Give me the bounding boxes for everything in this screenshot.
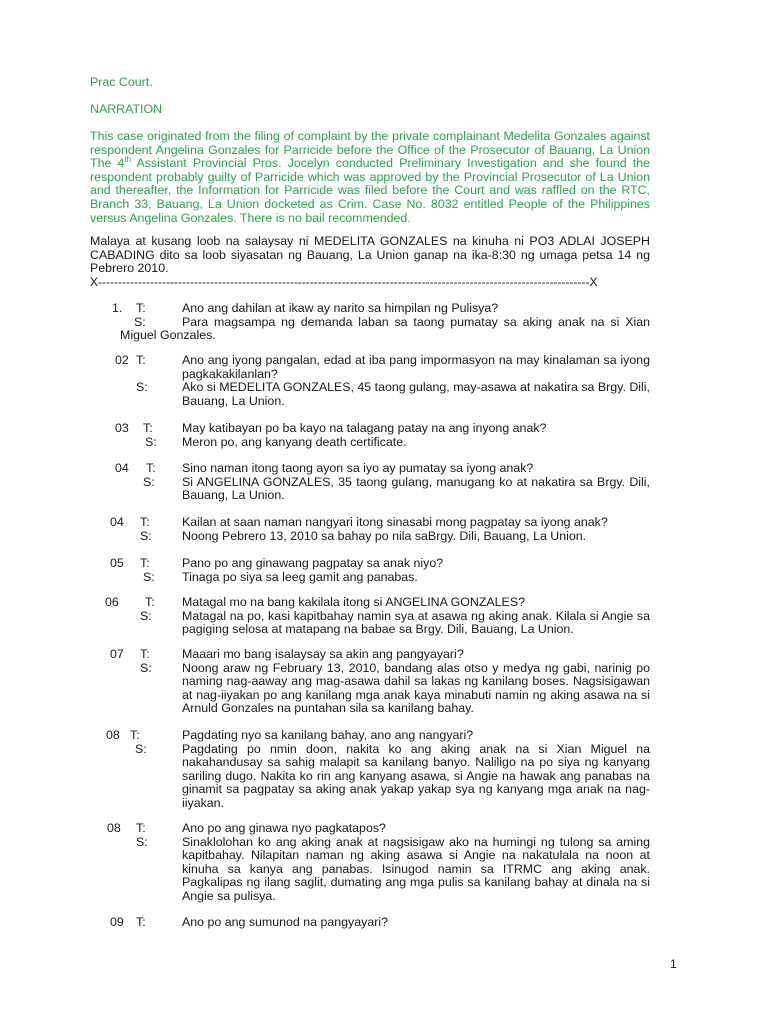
- question-tag: T:: [140, 515, 150, 529]
- answer-tag: S:: [143, 474, 155, 489]
- answer-text: Ako si MEDELITA GONZALES, 45 taong gulang, may-asawa at nakatira sa Brgy. Dili, Bauang, La Union.: [182, 380, 650, 408]
- answer-text: Tinaga po siya sa leeg gamit ang panabas.: [182, 569, 418, 584]
- intro-paragraph: Malaya at kusang loob na salaysay ni MEDELITA GONZALES na kinuha ni PO3 ADLAI JOSEPH CABADING dito sa loob siyasatan ng Bauang, La Union ganap na ika-8:30 ng umaga petsa 14 ng Pebrero 2010.: [90, 234, 650, 276]
- question-text: Ano ang iyong pangalan, edad at iba pang impormasyon na may kinalaman sa iyong pagkakakilanlan?: [182, 353, 650, 381]
- answer-text: Meron po, ang kanyang death certificate.: [182, 434, 407, 449]
- qa-number: 08: [107, 821, 121, 835]
- qa-number: 07: [110, 647, 124, 661]
- question-text: Maaari mo bang isalaysay sa akin ang pangyayari?: [182, 647, 464, 661]
- qa-item: [90, 516, 650, 543]
- answer-tag: S:: [140, 660, 152, 675]
- answer-text: Para magsampa ng demanda laban sa taong pumatay sa aking anak na si Xian Miguel Gonzales.: [120, 314, 650, 343]
- question-tag: T:: [136, 353, 146, 367]
- question-text: Ano po ang ginawa nyo pagkatapos?: [182, 821, 386, 835]
- narration-paragraph: This case originated from the filing of complaint by the private complainant Medelita Gonzales against respondent Angelina Gonzales for Parricide before the Office of the Prosecutor of Bauang, La Union The 4th Assistant Provincial Pros. Jocelyn conducted Preliminary Investigation and she found the respondent probably guilty of Parricide which was approved by the Provincial Prosecutor of La Union and thereafter, the Information for Parricide was filed before the Court and was raffled on the RTC, Branch 33, Bauang, La Union docketed as Crim. Case No. 8032 entitled People of the Philippines versus Angelina Gonzales. There is no bail recommended.: [90, 129, 651, 225]
- qa-number: 1.: [112, 301, 123, 315]
- answer-tag: S:: [140, 528, 152, 543]
- answer-tag: S:: [136, 380, 148, 394]
- question-tag: T:: [136, 915, 146, 929]
- question-tag: T:: [130, 728, 140, 742]
- answer-text: Noong Pebrero 13, 2010 sa bahay po nila saBrgy. Dili, Bauang, La Union.: [182, 528, 587, 543]
- separator-line: X---------------------------------------------------------------------------------------------------------------------------X: [90, 276, 598, 289]
- qa-number: 06: [105, 595, 119, 609]
- answer-tag: S:: [145, 434, 157, 449]
- qa-item: [90, 462, 650, 503]
- question-tag: T:: [136, 821, 146, 835]
- answer-text: Matagal na po, kasi kapitbahay namin sya at asawa ng aking anak. Kilala si Angie sa pagiging selosa at matapang na babae sa Brgy. Dili, Bauang, La Union.: [182, 608, 650, 637]
- qa-item: [90, 557, 650, 584]
- qa-number: 04: [115, 461, 129, 475]
- question-tag: T:: [145, 595, 155, 609]
- qa-item: [90, 648, 650, 717]
- qa-item: [90, 729, 650, 811]
- question-tag: T:: [146, 461, 156, 475]
- answer-tag: S:: [134, 314, 146, 329]
- page-number: 1: [670, 957, 677, 971]
- question-tag: T:: [140, 556, 150, 570]
- qa-item: [90, 422, 650, 449]
- question-text: May katibayan po ba kayo na talagang patay na ang inyong anak?: [182, 421, 547, 435]
- answer-text: Si ANGELINA GONZALES, 35 taong gulang, manugang ko at nakatira sa Brgy. Dili, Bauang, La Union.: [182, 474, 650, 503]
- qa-number: 08: [106, 728, 120, 742]
- answer-text: Noong araw ng February 13, 2010, bandang alas otso y medya ng gabi, narinig po naming nag-aaway ang mag-asawa dahil sa lakas ng kanilang boses. Nagsisigawan at nag-iiyakan po ang kanilang mga anak kaya minabuti namin ng aking asawa na si Arnuld Gonzales na puntahan sila sa kanilang bahay.: [182, 660, 650, 716]
- answer-tag: S:: [140, 608, 152, 623]
- question-tag: T:: [143, 421, 153, 435]
- question-text: Ano po ang sumunod na pangyayari?: [182, 915, 388, 929]
- qa-item: [90, 916, 650, 930]
- qa-number: 04: [110, 515, 124, 529]
- qa-item: [90, 822, 650, 904]
- question-tag: T:: [140, 647, 150, 661]
- question-text: Pagdating nyo sa kanilang bahay, ano ang nangyari?: [182, 728, 474, 742]
- question-text: Kailan at saan naman nangyari itong sinasabi mong pagpatay sa iyong anak?: [182, 515, 608, 529]
- qa-number: 02: [115, 353, 129, 367]
- answer-tag: S:: [136, 834, 148, 849]
- doc-title: Prac Court.: [90, 75, 153, 89]
- section-heading: NARRATION: [90, 102, 163, 116]
- question-text: Ano ang dahilan at ikaw ay narito sa himpilan ng Pulisya?: [182, 301, 499, 315]
- qa-number: 09: [110, 915, 124, 929]
- answer-tag: S:: [143, 569, 155, 584]
- qa-number: 03: [115, 421, 129, 435]
- question-text: Matagal mo na bang kakilala itong si ANGELINA GONZALES?: [182, 595, 525, 609]
- qa-number: 05: [110, 556, 124, 570]
- qa-item: [90, 302, 650, 343]
- question-tag: T:: [136, 301, 146, 315]
- question-text: Sino naman itong taong ayon sa iyo ay pumatay sa iyong anak?: [182, 461, 534, 475]
- ordinal-suffix: th: [124, 155, 132, 165]
- answer-tag: S:: [135, 741, 147, 756]
- answer-text: Pagdating po nmin doon, nakita ko ang aking anak na si Xian Miguel na nakahandusay sa sahig malapit sa kanilang banyo. Naliligo na po siya ng kanyang sariling dugo. Nakita ko rin ang kanyang asawa, si Angie na hawak ang panabas na ginamit sa pagpatay sa aking anak yakap yakap sya ng kanyang mga anak na nag-iiyakan.: [182, 741, 650, 810]
- qa-item: [90, 596, 650, 637]
- qa-item: [90, 354, 650, 408]
- answer-text: Sinaklolohan ko ang aking anak at nagsisigaw ako na humingi ng tulong sa aming kapitbahay. Nilapitan naman ng aking asawa si Angie na nakatulala na noon at kinuha sa kanya ang panabas. Isinugod namin sa ITRMC ang aking anak. Pagkalipas ng ilang saglit, dumating ang mga pulis sa kanilang bahay at dinala na si Angie sa pulisya.: [182, 834, 650, 903]
- question-text: Pano po ang ginawang pagpatay sa anak niyo?: [182, 556, 444, 570]
